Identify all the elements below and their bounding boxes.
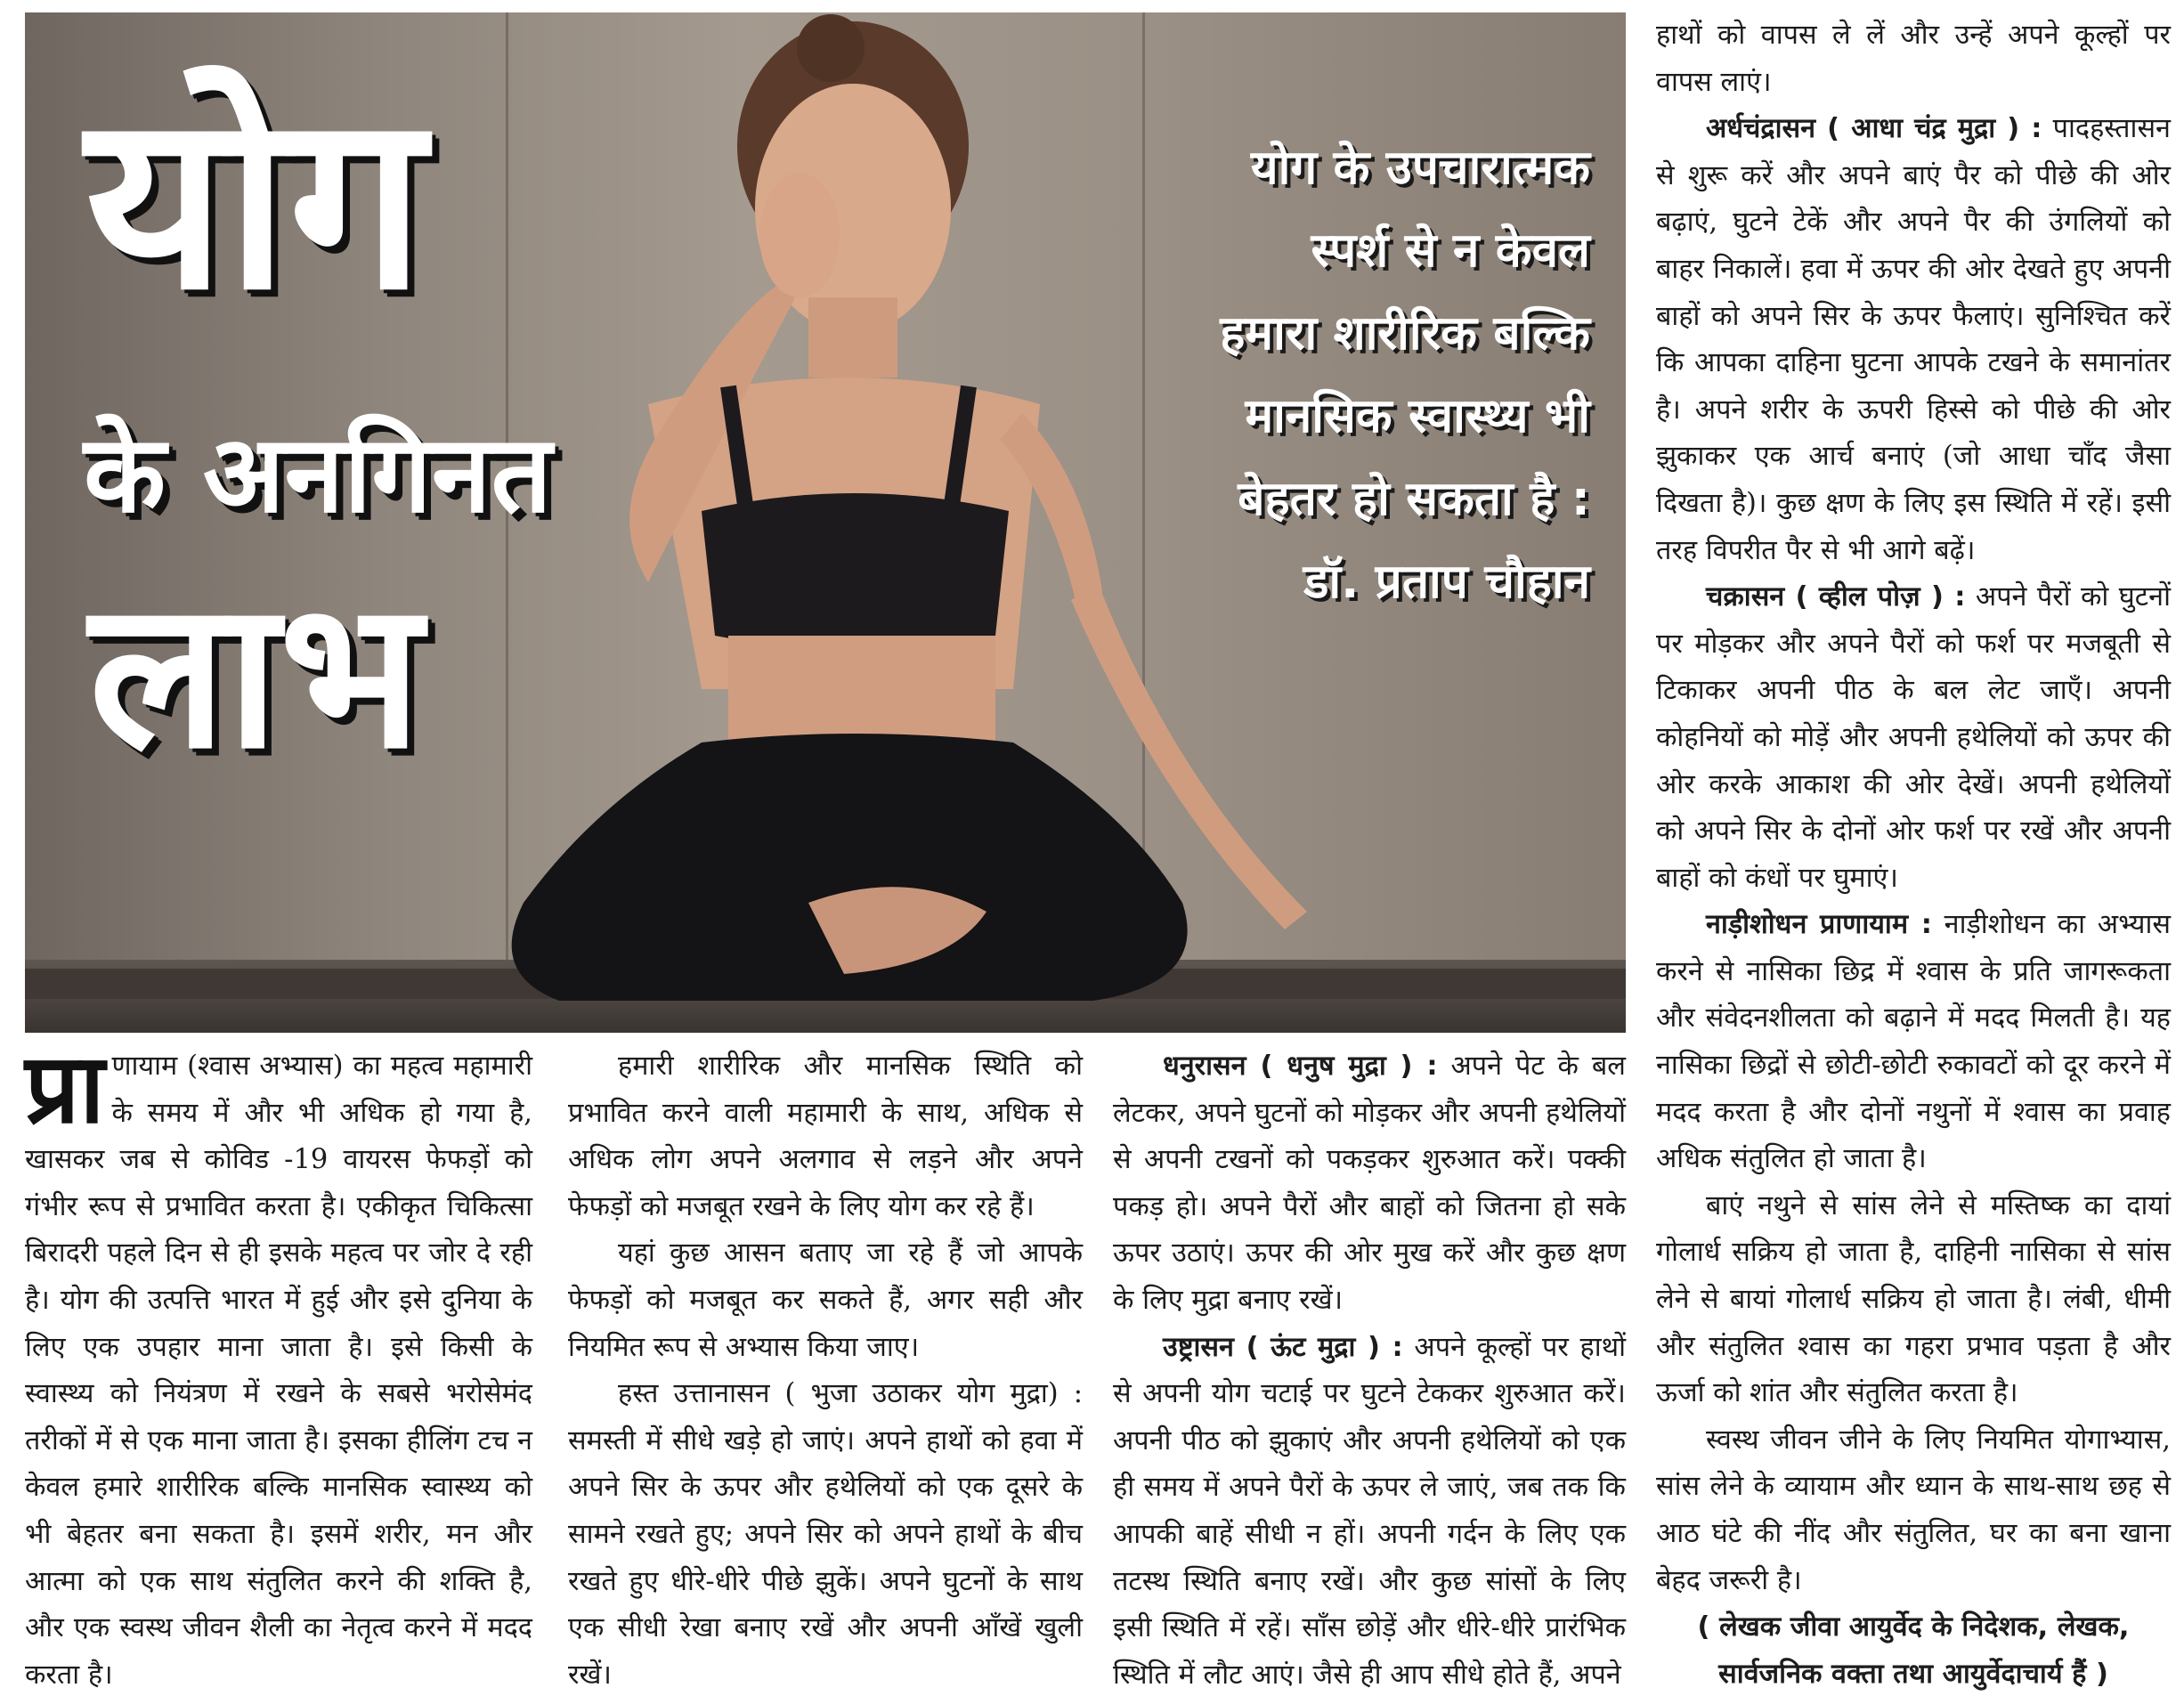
article-column-2 xyxy=(568,1043,1083,1699)
intro-paragraph: णायाम (श्वास अभ्यास) का महत्व महामारी के समय में और भी अधिक हो गया है, खासकर जब से कोविड -19 वायरस फेफड़ों को गंभीर रूप से प्रभावित करता है। एकीकृत चिकित्सा बिरादरी पहले दिन से ही इसके महत्व पर जोर दे रही है। योग की उत्पत्ति भारत में हुई और इसे दुनिया के लिए एक उपहार माना जाता है। इसे किसी के स्वास्थ्य को नियंत्रण में रखने के सबसे भरोसेमंद तरीकों में से एक माना जाता है। इसका हीलिंग टच न केवल हमारे शारीरिक बल्कि मानसिक स्वास्थ्य को भी बेहतर बना सकता है। इसमें शरीर, मन और आत्मा को एक साथ संतुलित करने की शक्ति है, और एक स्वस्थ जीवन शैली का नेतृत्व करने में मदद करता है। xyxy=(25,1051,532,1691)
asana-heading: नाड़ीशोधन प्राणायाम : xyxy=(1706,909,1932,941)
asana-heading: उष्ट्रासन ( ऊंट मुद्रा ) : xyxy=(1163,1331,1403,1363)
asana-heading: चक्रासन ( व्हील पोज़ ) : xyxy=(1706,581,1966,613)
paragraph: पादहस्तासन से शुरू करें और अपने बाएं पैर को पीछे की ओर बढ़ाएं, घुटने टेकें और अपने पैर की उंगलियों को बाहर निकालें। हवा में ऊपर की ओर देखते हुए अपनी बाहों को अपने सिर के ऊपर फैलाएं। सुनिश्चित करें कि आपका दाहिना घुटना आपके टखने के समानांतर है। अपने शरीर के ऊपरी हिस्से को पीछे की ओर झुकाकर एक आर्च बनाएं (जो आधा चाँद जैसा दिखता है)। कुछ क्षण के लिए इस स्थिति में रहें। इसी तरह विपरीत पैर से भी आगे बढ़ें। xyxy=(1656,113,2171,566)
author-credit: ( लेखक जीवा आयुर्वेद के निदेशक, लेखक, सार्वजनिक वक्ता तथा आयुर्वेदाचार्य हैं ) xyxy=(1697,1611,2130,1690)
paragraph: अपने पैरों को घुटनों पर मोड़कर और अपने पैरों को फर्श पर मजबूती से टिकाकर अपनी पीठ के बल लेट जाएँ। अपनी कोहनियों को मोड़ें और अपनी हथेलियों को ऊपर की ओर करके आकाश की ओर देखें। अपनी हथेलियों को अपने सिर के दोनों ओर फर्श पर रखें और अपनी बाहों को कंधों पर घुमाएं। xyxy=(1656,581,2171,894)
pull-quote-line: हमारा शारीरिक बल्कि xyxy=(1220,306,1590,361)
paragraph: स्वस्थ जीवन जीने के लिए नियमित योगाभ्यास, सांस लेने के व्यायाम और ध्यान के साथ-साथ छह से आठ घंटे की नींद और संतुलित, घर का बना खाना बेहद जरूरी है। xyxy=(1656,1424,2171,1596)
pull-quote-line: बेहतर हो सकता है : xyxy=(1238,472,1590,526)
paragraph: अपने पेट के बल लेटकर, अपने घुटनों को मोड़कर और अपनी हथेलियों से अपनी टखनों को पकड़कर शुरुआत करें। पक्की पकड़ हो। अपने पैरों और बाहों को जितना हो सके ऊपर उठाएं। ऊपर की ओर मुख करें और कुछ क्षण के लिए मुद्रा बनाए रखें। xyxy=(1113,1051,1626,1316)
article-column-4 xyxy=(1656,12,2171,1698)
asana-heading: धनुरासन ( धनुष मुद्रा ) : xyxy=(1163,1051,1438,1082)
paragraph: नाड़ीशोधन का अभ्यास करने से नासिका छिद्र में श्वास के प्रति जागरूकता और संवेदनशीलता को बढ़ाने में मदद मिलती है। यह नासिका छिद्रों से छोटी-छोटी रुकावटों को दूर करने में मदद करता है और दोनों नथुनों में श्वास का प्रवाह अधिक संतुलित हो जाता है। xyxy=(1656,909,2171,1175)
pull-quote-line: मानसिक स्वास्थ्य भी xyxy=(1245,389,1590,443)
paragraph: यहां कुछ आसन बताए जा रहे हैं जो आपके फेफड़ों को मजबूत कर सकते हैं, अगर सही और नियमित रूप से अभ्यास किया जाए। xyxy=(568,1237,1083,1363)
headline-main: योग xyxy=(85,62,426,344)
paragraph: हाथों को वापस ले लें और उन्हें अपने कूल्हों पर वापस लाएं। xyxy=(1656,20,2171,98)
asana-heading: अर्धचंद्रासन ( आधा चंद्र मुद्रा ) : xyxy=(1706,113,2042,145)
pull-quote-line: स्पर्श से न केवल xyxy=(1311,223,1590,278)
pull-quote xyxy=(1127,126,1590,623)
paragraph: अपने कूल्हों पर हाथों से अपनी योग चटाई पर घुटने टेककर शुरुआत करें। अपनी पीठ को झुकाएं और अपनी हथेलियों को एक ही समय में अपने पैरों के ऊपर ले जाएं, जब तक कि आपकी बाहें सीधी न हों। अपनी गर्दन के लिए एक तटस्थ स्थिति बनाए रखें। और कुछ सांसों के लिए इसी स्थिति में रहें। साँस छोड़ें और धीरे-धीरे प्रारंभिक स्थिति में लौट आएं। जैसे ही आप सीधे होते हैं, अपने xyxy=(1113,1331,1626,1691)
pull-quote-line: योग के उपचारात्मक xyxy=(1250,141,1590,195)
headline-benefits: लाभ xyxy=(89,556,422,793)
paragraph: हस्त उत्तानासन ( भुजा उठाकर योग मुद्रा) : समस्ती में सीधे खड़े हो जाएं। अपने हाथों को हवा में अपने सिर के ऊपर और हथेलियों को एक दूसरे के सामने रखते हुए; अपने सिर को अपने हाथों के बीच रखते हुए धीरे-धीरे पीछे झुकें। अपने घुटनों के साथ एक सीधी रेखा बनाए रखें और अपनी आँखें खुली रखें। xyxy=(568,1378,1083,1691)
headline-sub: के अनगिनत xyxy=(84,413,552,537)
article-column-1 xyxy=(25,1034,532,1699)
paragraph: बाएं नथुने से सांस लेने से मस्तिष्क का दायां गोलार्ध सक्रिय हो जाता है, दाहिनी नासिका से सांस लेने से बायां गोलार्ध सक्रिय हो जाता है। लंबी, धीमी और संतुलित श्वास का गहरा प्रभाव पड़ता है और ऊर्जा को शांत और संतुलित करता है। xyxy=(1656,1189,2171,1409)
hero-photo xyxy=(25,12,1626,1033)
article-column-3 xyxy=(1113,1043,1626,1699)
pull-quote-attribution: डॉ. प्रताप चौहान xyxy=(1303,555,1590,609)
paragraph: हमारी शारीरिक और मानसिक स्थिति को प्रभावित करने वाली महामारी के साथ, अधिक से अधिक लोग अपने अलगाव से लड़ने और अपने फेफड़ों को मजबूत रखने के लिए योग कर रहे हैं। xyxy=(568,1051,1083,1222)
drop-cap: प्रा xyxy=(25,1034,105,1145)
